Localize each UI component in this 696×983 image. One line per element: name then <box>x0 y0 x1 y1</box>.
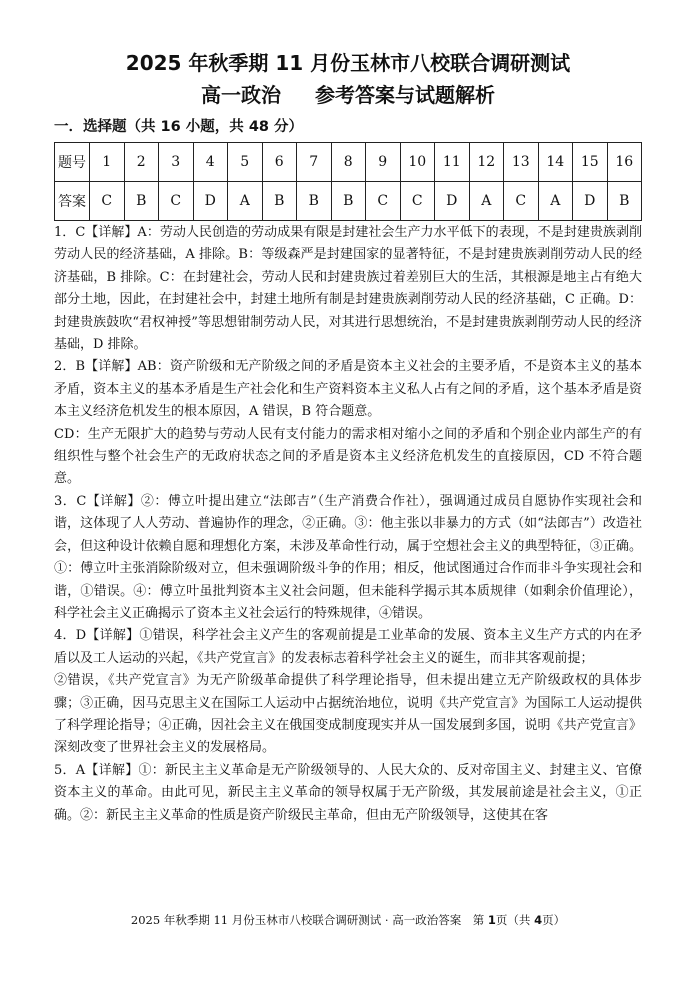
answer-cell: D <box>193 182 228 221</box>
answer-cell: B <box>607 182 642 221</box>
explanation-q4-cont: ②错误，《共产党宣言》为无产阶级革命提供了科学理论指导，但未提出建立无产阶级政权的具体步骤；③正确，因马克思主义在国际工人运动中占据统治地位，说明《共产党宣言》为国际工人运动提供了科学理论指导；④正确，因社会主义在俄国变成制度现实并从一国发展到多国，说明《共产党宣言》深刻改变了世界社会主义的发展格局。 <box>54 673 642 756</box>
answer-cell: C <box>366 182 401 221</box>
question-number-cell: 3 <box>159 143 194 182</box>
footer-text: 2025 年秋季期 11 月份玉林市八校联合调研测试 · 高一政治答案 第 <box>130 913 488 927</box>
section-heading: 一．选择题（共 16 小题，共 48 分） <box>54 119 304 135</box>
answer-cell: B <box>124 182 159 221</box>
explanation-q1: 1．C【详解】A：劳动人民创造的劳动成果有限是封建社会生产力水平低下的表现，不是封建贵族剥削劳动人民的经济基础，A 排除。B：等级森严是封建国家的显著特征，不是封建贵族剥削劳动人民的经济基础，B 排除。C：在封建社会，劳动人民和封建贵族过着差别巨大的生活，其根源是地主占有绝大部分土地，因此，在封建社会中，封建土地所有制是封建贵族剥削劳动人民的经济基础，C 正确。D：封建贵族鼓吹“君权神授”等思想钳制劳动人民，对其进行思想统治，不是封建贵族剥削劳动人民的经济基础，D 排除。 <box>54 225 642 353</box>
explanation-q5: 5．A【详解】①：新民主主义革命是无产阶级领导的、人民大众的、反对帝国主义、封建主义、官僚资本主义的革命。由此可见，新民主主义革命的领导权属于无产阶级，其发展前途是社会主义，①正确。②：新民主主义革命的性质是资产阶级民主革命，但由无产阶级领导，这使其在客 <box>54 762 642 823</box>
question-number-cell: 14 <box>538 143 573 182</box>
page-number: 1 <box>487 913 496 927</box>
question-number-cell: 12 <box>469 143 504 182</box>
answer-cell: A <box>538 182 573 221</box>
footer-text-middle: 页（共 <box>495 913 535 927</box>
answer-cell: B <box>262 182 297 221</box>
question-number-cell: 10 <box>400 143 435 182</box>
explanation-q2: 2．B【详解】AB：资产阶级和无产阶级之间的矛盾是资本主义社会的主要矛盾，不是资本主义的基本矛盾，资本主义的基本矛盾是生产社会化和生产资料资本主义私人占有之间的矛盾，这个基本矛盾是资本主义经济危机发生的根本原因，A 错误，B 符合题意。 <box>54 359 642 420</box>
answer-analysis-label: 参考答案与试题解析 <box>315 83 495 107</box>
question-number-cell: 11 <box>435 143 470 182</box>
page-footer <box>0 912 696 928</box>
page-total: 4 <box>534 913 543 927</box>
answer-cell: A <box>469 182 504 221</box>
answer-row <box>55 182 642 221</box>
question-number-cell: 13 <box>504 143 539 182</box>
question-number-cell: 1 <box>90 143 125 182</box>
question-number-cell: 4 <box>193 143 228 182</box>
explanation-q2-cd: CD：生产无限扩大的趋势与劳动人民有支付能力的需求相对缩小之间的矛盾和个别企业内部生产的有组织性与整个社会生产的无政府状态之间的矛盾是资本主义经济危机发生的直接原因，CD 不符合题意。 <box>54 426 642 487</box>
question-number-cell: 9 <box>366 143 401 182</box>
document-title: 2025 年秋季期 11 月份玉林市八校联合调研测试 <box>125 51 571 75</box>
row-label-answer: 答案 <box>55 182 90 221</box>
question-number-cell: 6 <box>262 143 297 182</box>
answer-cell: C <box>90 182 125 221</box>
answer-table <box>54 142 642 221</box>
answer-cell: C <box>504 182 539 221</box>
answer-cell: A <box>228 182 263 221</box>
question-number-cell: 8 <box>331 143 366 182</box>
question-number-cell: 7 <box>297 143 332 182</box>
answer-cell: C <box>159 182 194 221</box>
question-number-cell: 15 <box>573 143 608 182</box>
answer-cell: B <box>331 182 366 221</box>
answer-cell: B <box>297 182 332 221</box>
explanation-body <box>54 222 642 827</box>
document-subtitle <box>0 82 696 108</box>
question-number-cell: 2 <box>124 143 159 182</box>
question-number-cell: 16 <box>607 143 642 182</box>
subject-label: 高一政治 <box>201 83 281 107</box>
footer-text-end: 页） <box>542 913 566 927</box>
question-number-cell: 5 <box>228 143 263 182</box>
explanation-q3: 3．C【详解】②：傅立叶提出建立“法郎吉”（生产消费合作社），强调通过成员自愿协作实现社会和谐，这体现了人人劳动、普遍协作的理念，②正确。③：他主张以非暴力的方式（如“法郎吉”）改造社会，但这种设计依赖自愿和理想化方案，未涉及革命性行动，属于空想社会主义的典型特征，③正确。①：傅立叶主张消除阶级对立，但未强调阶级斗争的作用；相反，他试图通过合作而非斗争实现社会和谐，①错误。④：傅立叶虽批判资本主义社会问题，但未能科学揭示其本质规律（如剩余价值理论），科学社会主义正确揭示了资本主义社会运行的特殊规律，④错误。 <box>54 493 642 621</box>
row-label-number: 题号 <box>55 143 90 182</box>
answer-cell: D <box>435 182 470 221</box>
answer-cell: D <box>573 182 608 221</box>
answer-cell: C <box>400 182 435 221</box>
explanation-q4: 4．D【详解】①错误，科学社会主义产生的客观前提是工业革命的发展、资本主义生产方式的内在矛盾以及工人运动的兴起，《共产党宣言》的发表标志着科学社会主义的诞生，而非其客观前提； <box>54 628 642 666</box>
question-number-row <box>55 143 642 182</box>
